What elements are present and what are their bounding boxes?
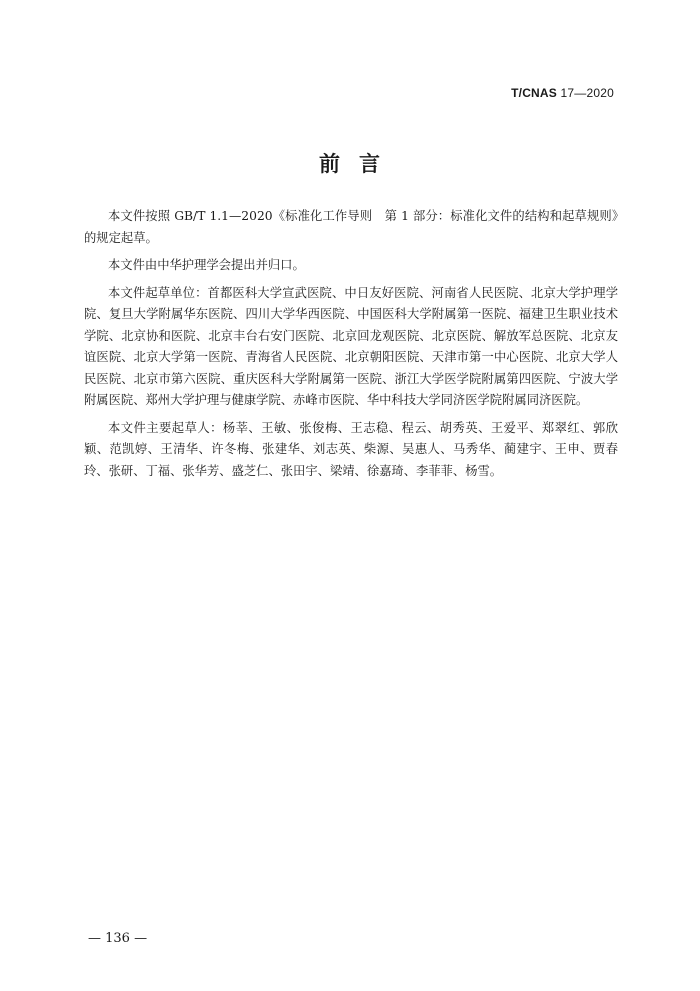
paragraph-main-drafters: 本文件主要起草人：杨莘、王敏、张俊梅、王志稳、程云、胡秀英、王爱平、郑翠红、郭欣颖、范凯婷、王清华、许冬梅、张建华、刘志英、柴源、吴惠人、马秀华、蔺建宇、王申、贾春玲、张研、丁福、张华芳、盛芝仁、张田宇、梁靖、徐嘉琦、李菲菲、杨雪。 xyxy=(84,420,618,478)
page-title xyxy=(0,148,700,178)
standard-code xyxy=(511,86,614,100)
standard-code-prefix: T/CNAS xyxy=(511,86,557,100)
page-number: — 136 — xyxy=(88,931,148,946)
paragraph-drafting-rules: 本文件按照 GB/T 1.1—2020《标准化工作导则 第 1 部分：标准化文件的结构和起草规则》的规定起草。 xyxy=(84,209,618,245)
paragraph-proposer: 本文件由中华护理学会提出并归口。 xyxy=(108,258,305,272)
foreword-body xyxy=(84,206,618,488)
paragraph-drafting-units: 本文件起草单位：首都医科大学宣武医院、中日友好医院、河南省人民医院、北京大学护理学院、复旦大学附属华东医院、四川大学华西医院、中国医科大学附属第一医院、福建卫生职业技术学院、北京协和医院、北京丰台右安门医院、北京回龙观医院、北京医院、解放军总医院、北京友谊医院、北京大学第一医院、青海省人民医院、北京朝阳医院、天津市第一中心医院、北京大学人民医院、北京市第六医院、重庆医科大学附属第一医院、浙江大学医学院附属第四医院、宁波大学附属医院、郑州大学护理与健康学院、赤峰市医院、华中科技大学同济医学院附属同济医院。 xyxy=(84,285,618,407)
page-title-char-2: 言 xyxy=(359,152,381,176)
page-title-char-1: 前 xyxy=(319,152,341,176)
standard-code-number: 17—2020 xyxy=(560,86,614,100)
